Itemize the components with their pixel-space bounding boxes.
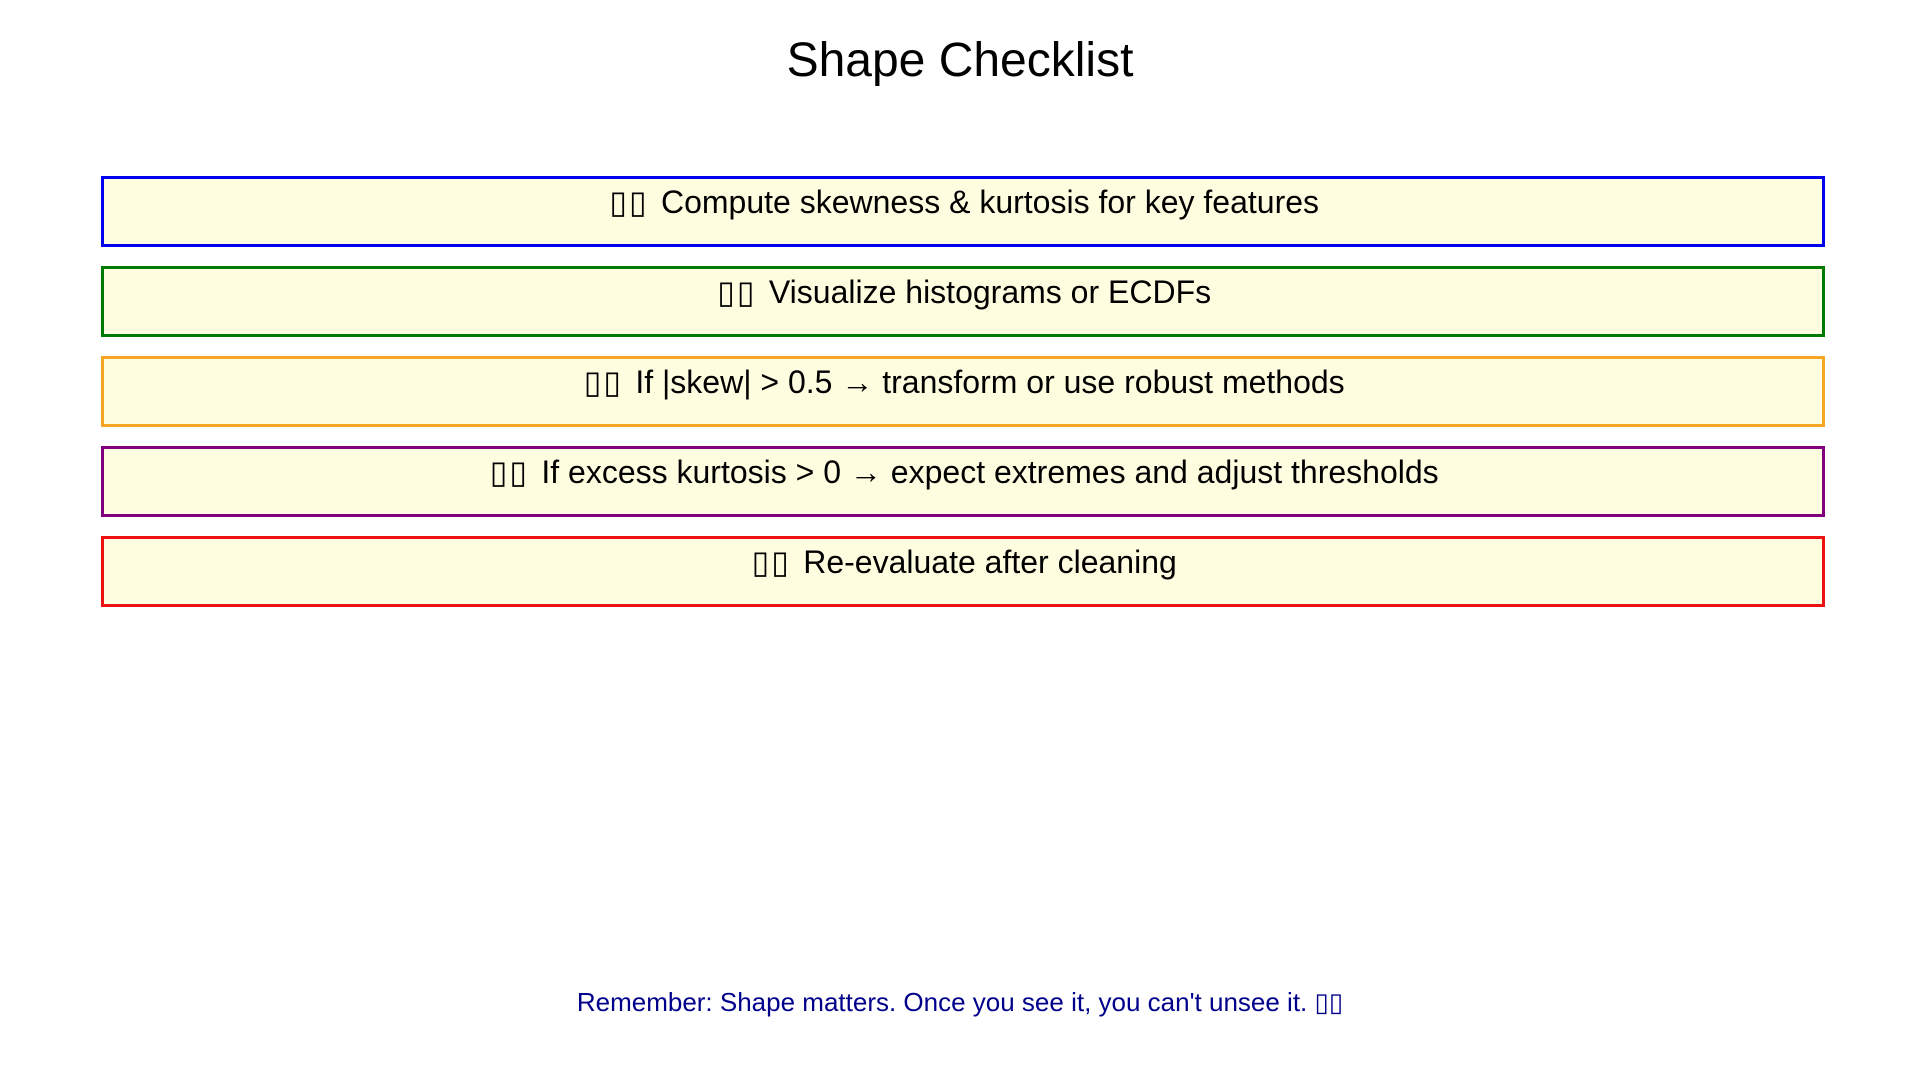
emoji-placeholder-icon: ▯▯: [583, 364, 623, 400]
checklist-item-text: Visualize histograms or ECDFs: [768, 274, 1212, 310]
checklist-item-skew-kurtosis: [101, 176, 1825, 247]
emoji-placeholder-icon: ▯▯: [609, 184, 649, 220]
footer-text: Remember: Shape matters. Once you see it, you can't unsee it.: [576, 987, 1308, 1017]
emoji-placeholder-icon: ▯▯: [1314, 987, 1344, 1017]
checklist-item-excess-kurtosis: [101, 446, 1825, 517]
checklist-item-text: If |skew| > 0.5 → transform or use robust methods: [635, 364, 1345, 400]
checklist-item-text: Compute skewness & kurtosis for key features: [660, 184, 1320, 220]
checklist-item-re-evaluate: [101, 536, 1825, 607]
emoji-placeholder-icon: ▯▯: [751, 544, 791, 580]
checklist-item-skew-threshold: [101, 356, 1825, 427]
page-title: Shape Checklist: [786, 34, 1134, 87]
footer-note: [0, 985, 1920, 1019]
emoji-placeholder-icon: ▯▯: [489, 454, 529, 490]
checklist-item-text: If excess kurtosis > 0 → expect extremes and adjust thresholds: [541, 454, 1439, 490]
emoji-placeholder-icon: ▯▯: [717, 274, 757, 310]
checklist: [101, 176, 1825, 626]
checklist-item-visualize: [101, 266, 1825, 337]
checklist-item-text: Re-evaluate after cleaning: [803, 544, 1177, 580]
